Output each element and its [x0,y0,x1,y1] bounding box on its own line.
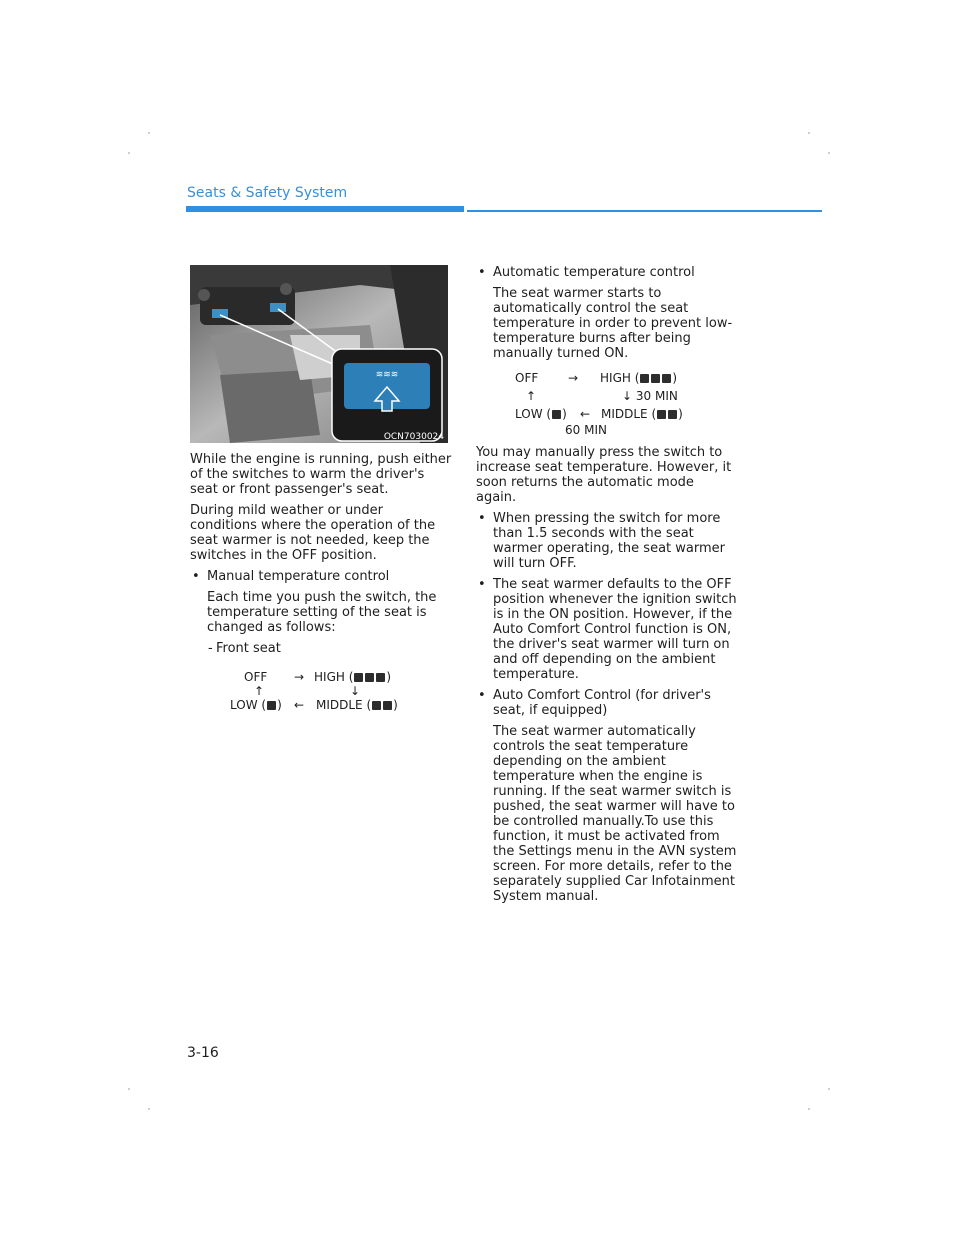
cycle-30min: ↓ 30 MIN [622,389,678,403]
bullet-auto-comfort: • Auto Comfort Control (for driver's seat, if equipped) [476,688,738,718]
cycle-arrow-up: ↑ [254,684,265,698]
manual-override-paragraph: You may manually press the switch to increase seat temperature. However, it soon returns the automatic mode again. [476,445,732,505]
crop-mark [128,152,130,154]
heat-level-icon [651,374,660,383]
heat-level-icon [668,410,677,419]
crop-mark [128,1088,130,1090]
crop-mark [828,1088,830,1090]
page-number: 3-16 [187,1045,219,1061]
heat-level-icon [552,410,561,419]
cycle-arrow-down: ↓ [350,684,361,698]
cycle-60min: 60 MIN [565,423,607,437]
cycle-arrow-left: ← [294,698,305,712]
svg-text:≋≋≋: ≋≋≋ [375,370,399,380]
cycle-off: OFF [244,670,268,684]
bullet-manual-control: • Manual temperature control [190,569,452,584]
bullet-default-off: • The seat warmer defaults to the OFF position whenever the ignition switch is in the ON position. However, if the Auto Comfort Control function is ON, the driver's seat warmer will turn on and off depending on the ambient temperature. [476,577,738,682]
heat-level-icon [640,374,649,383]
auto-control-text: The seat warmer starts to automatically control the seat temperature in order to prevent low-temperature burns after being manually turned ON. [493,286,733,361]
crop-mark [148,1108,150,1110]
cycle-low: LOW ( ) [515,407,567,421]
right-column [476,265,738,910]
cycle-arrow-left: ← [580,407,591,421]
heat-level-icon [383,701,392,710]
figure-code: OCN7030024 [383,432,444,442]
manual-control-text: Each time you push the switch, the temperature setting of the seat is changed as follows: [207,590,437,635]
heat-level-icon [267,701,276,710]
heat-level-icon [365,673,374,682]
front-seat-label: - Front seat [190,641,452,656]
crop-mark [808,1108,810,1110]
intro-paragraph: While the engine is running, push either of the switches to warm the driver's seat or front passenger's seat. [190,452,452,497]
bullet-auto-control: • Automatic temperature control [476,265,738,280]
cycle-middle: MIDDLE ( ) [601,407,683,421]
manual-cycle-diagram [190,670,452,726]
heat-level-icon [354,673,363,682]
seat-warmer-photo [190,265,448,443]
cycle-arrow-right: → [294,670,305,684]
heat-level-icon [376,673,385,682]
crop-mark [808,132,810,134]
cycle-low: LOW ( ) [230,698,282,712]
crop-mark [828,152,830,154]
header-rule [467,210,822,212]
cycle-arrow-up: ↑ [526,389,537,403]
cycle-high: HIGH ( ) [600,371,678,385]
cycle-middle: MIDDLE ( ) [316,698,398,712]
cycle-arrow-right: → [568,371,579,385]
left-column [190,452,452,726]
auto-comfort-text: The seat warmer automatically controls the seat temperature depending on the ambient temperature when the engine is running. If the seat warmer switch is pushed, the seat warmer will have to be controlled manually.To use this function, it must be activated from the Settings menu in the AVN system screen. For more details, refer to the separately supplied Car Infotainment System manual. [493,724,737,904]
section-title: Seats & Safety System [187,185,348,201]
bullet-press-duration: • When pressing the switch for more than 1.5 seconds with the seat warmer operating, the seat warmer will turn OFF. [476,511,738,571]
cycle-off: OFF [515,371,539,385]
heat-level-icon [662,374,671,383]
heat-level-icon [372,701,381,710]
heat-level-icon [657,410,666,419]
cycle-high: HIGH ( ) [314,670,392,684]
crop-mark [148,132,150,134]
mild-weather-paragraph: During mild weather or under conditions where the operation of the seat warmer is not needed, keep the switches in the OFF position. [190,503,436,563]
auto-cycle-diagram [476,371,738,437]
header-accent-bar [186,206,464,212]
